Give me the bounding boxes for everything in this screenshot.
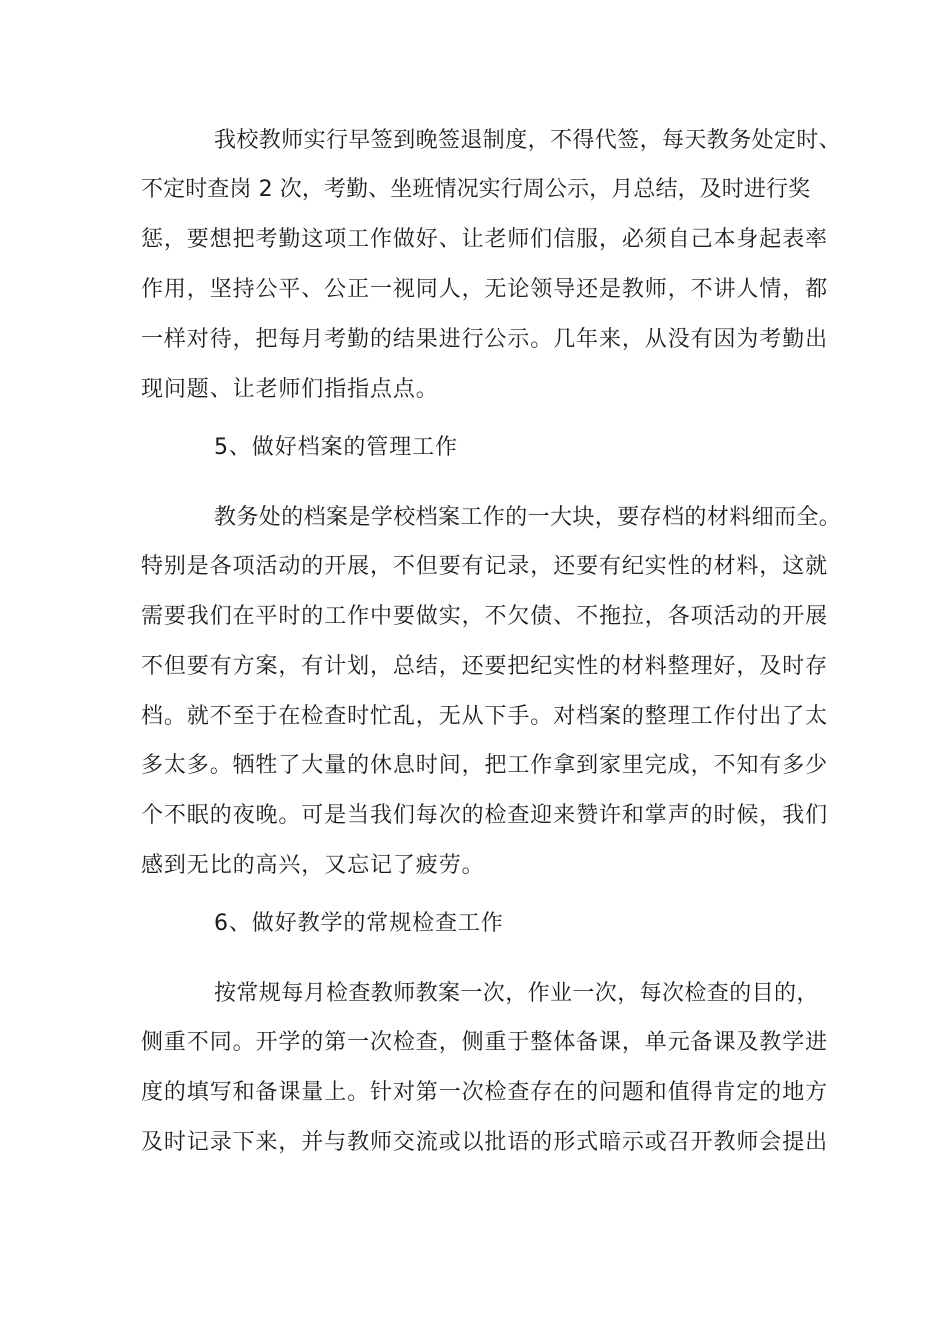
paragraph-1-line-1: 我校教师实行早签到晚签退制度，不得代签，每天教务处定时、: [214, 128, 842, 153]
section-heading-6: 6、做好教学的常规检查工作: [214, 911, 504, 936]
paragraph-2-line-2: 特别是各项活动的开展，不但要有记录，还要有纪实性的材料，这就: [141, 554, 829, 579]
paragraph-1-line-2: 不定时查岗 2 次，考勤、坐班情况实行周公示，月总结，及时进行奖: [141, 177, 811, 202]
section-heading-5: 5、做好档案的管理工作: [214, 435, 458, 460]
paragraph-1-line-4: 作用，坚持公平、公正一视同人，无论领导还是教师，不讲人情，都: [141, 277, 829, 302]
paragraph-2-line-3: 需要我们在平时的工作中要做实，不欠债、不拖拉，各项活动的开展: [141, 604, 829, 629]
paragraph-3-line-2: 侧重不同。开学的第一次检查，侧重于整体备课，单元备课及教学进: [141, 1030, 829, 1055]
paragraph-2-line-5: 档。就不至于在检查时忙乱，无从下手。对档案的整理工作付出了太: [141, 704, 829, 729]
paragraph-2-line-7: 个不眠的夜晚。可是当我们每次的检查迎来赞许和掌声的时候，我们: [141, 803, 829, 828]
paragraph-1-line-5: 一样对待，把每月考勤的结果进行公示。几年来，从没有因为考勤出: [141, 327, 829, 352]
paragraph-3-line-3: 度的填写和备课量上。针对第一次检查存在的问题和值得肯定的地方: [141, 1080, 829, 1105]
paragraph-1-line-3: 惩，要想把考勤这项工作做好、让老师们信服，必须自己本身起表率: [141, 227, 829, 252]
paragraph-3-line-4: 及时记录下来，并与教师交流或以批语的形式暗示或召开教师会提出: [141, 1130, 829, 1155]
paragraph-2-line-1: 教务处的档案是学校档案工作的一大块，要存档的材料细而全。: [214, 505, 842, 530]
paragraph-1-line-6: 现问题、让老师们指指点点。: [141, 377, 439, 402]
paragraph-2-line-6: 多太多。牺牲了大量的休息时间，把工作拿到家里完成，不知有多少: [141, 753, 829, 778]
paragraph-3-line-1: 按常规每月检查教师教案一次，作业一次，每次检查的目的，: [214, 981, 819, 1006]
paragraph-2-line-4: 不但要有方案，有计划，总结，还要把纪实性的材料整理好，及时存: [141, 654, 829, 679]
paragraph-2-line-8: 感到无比的高兴，又忘记了疲劳。: [141, 853, 485, 878]
